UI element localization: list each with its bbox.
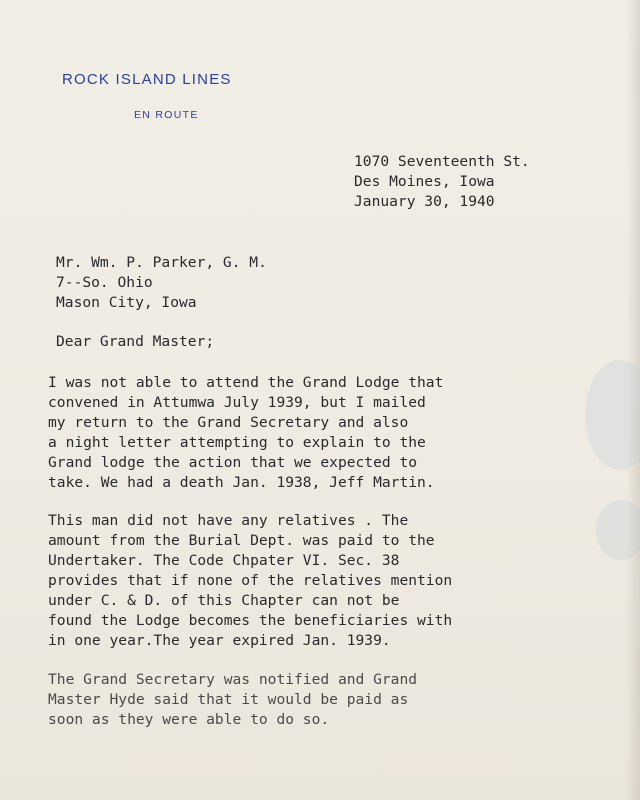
recipient-city: Mason City, Iowa (56, 294, 197, 311)
paragraph-line: my return to the Grand Secretary and also (48, 414, 409, 431)
paragraph-line: Undertaker. The Code Chpater VI. Sec. 38 (48, 552, 400, 569)
sender-address (354, 152, 530, 212)
paragraph-line: convened in Attumwa July 1939, but I mailed (48, 394, 426, 411)
salutation: Dear Grand Master; (56, 333, 215, 350)
paragraph-line: in one year.The year expired Jan. 1939. (48, 632, 391, 649)
paragraph-line: provides that if none of the relatives mention (48, 572, 453, 589)
paragraph-1 (48, 373, 443, 493)
paragraph-line: found the Lodge becomes the beneficiaries with (48, 612, 453, 629)
sender-street: 1070 Seventeenth St. (354, 153, 530, 170)
paragraph-line: Grand lodge the action that we expected to (48, 454, 418, 471)
paragraph-line: take. We had a death Jan. 1938, Jeff Martin. (48, 474, 435, 491)
recipient-address (56, 253, 267, 313)
recipient-name: Mr. Wm. P. Parker, G. M. (56, 254, 267, 271)
paragraph-line: a night letter attempting to explain to the (48, 434, 426, 451)
paragraph-line: Master Hyde said that it would be paid as (48, 691, 409, 708)
paragraph-line: I was not able to attend the Grand Lodge that (48, 374, 444, 391)
letterhead-subtitle: EN ROUTE (134, 109, 199, 121)
letterhead-company: ROCK ISLAND LINES (62, 71, 232, 88)
letter-date: January 30, 1940 (354, 193, 495, 210)
paragraph-line: This man did not have any relatives . The (48, 512, 409, 529)
paragraph-2 (48, 511, 452, 651)
paragraph-line: amount from the Burial Dept. was paid to the (48, 532, 435, 549)
sender-city: Des Moines, Iowa (354, 173, 495, 190)
paragraph-line: under C. & D. of this Chapter can not be (48, 592, 400, 609)
recipient-street: 7--So. Ohio (56, 274, 153, 291)
paragraph-3 (48, 670, 417, 730)
water-stain (596, 500, 640, 560)
paragraph-line: soon as they were able to do so. (48, 711, 330, 728)
paragraph-line: The Grand Secretary was notified and Grand (48, 671, 418, 688)
water-stain (585, 360, 640, 470)
